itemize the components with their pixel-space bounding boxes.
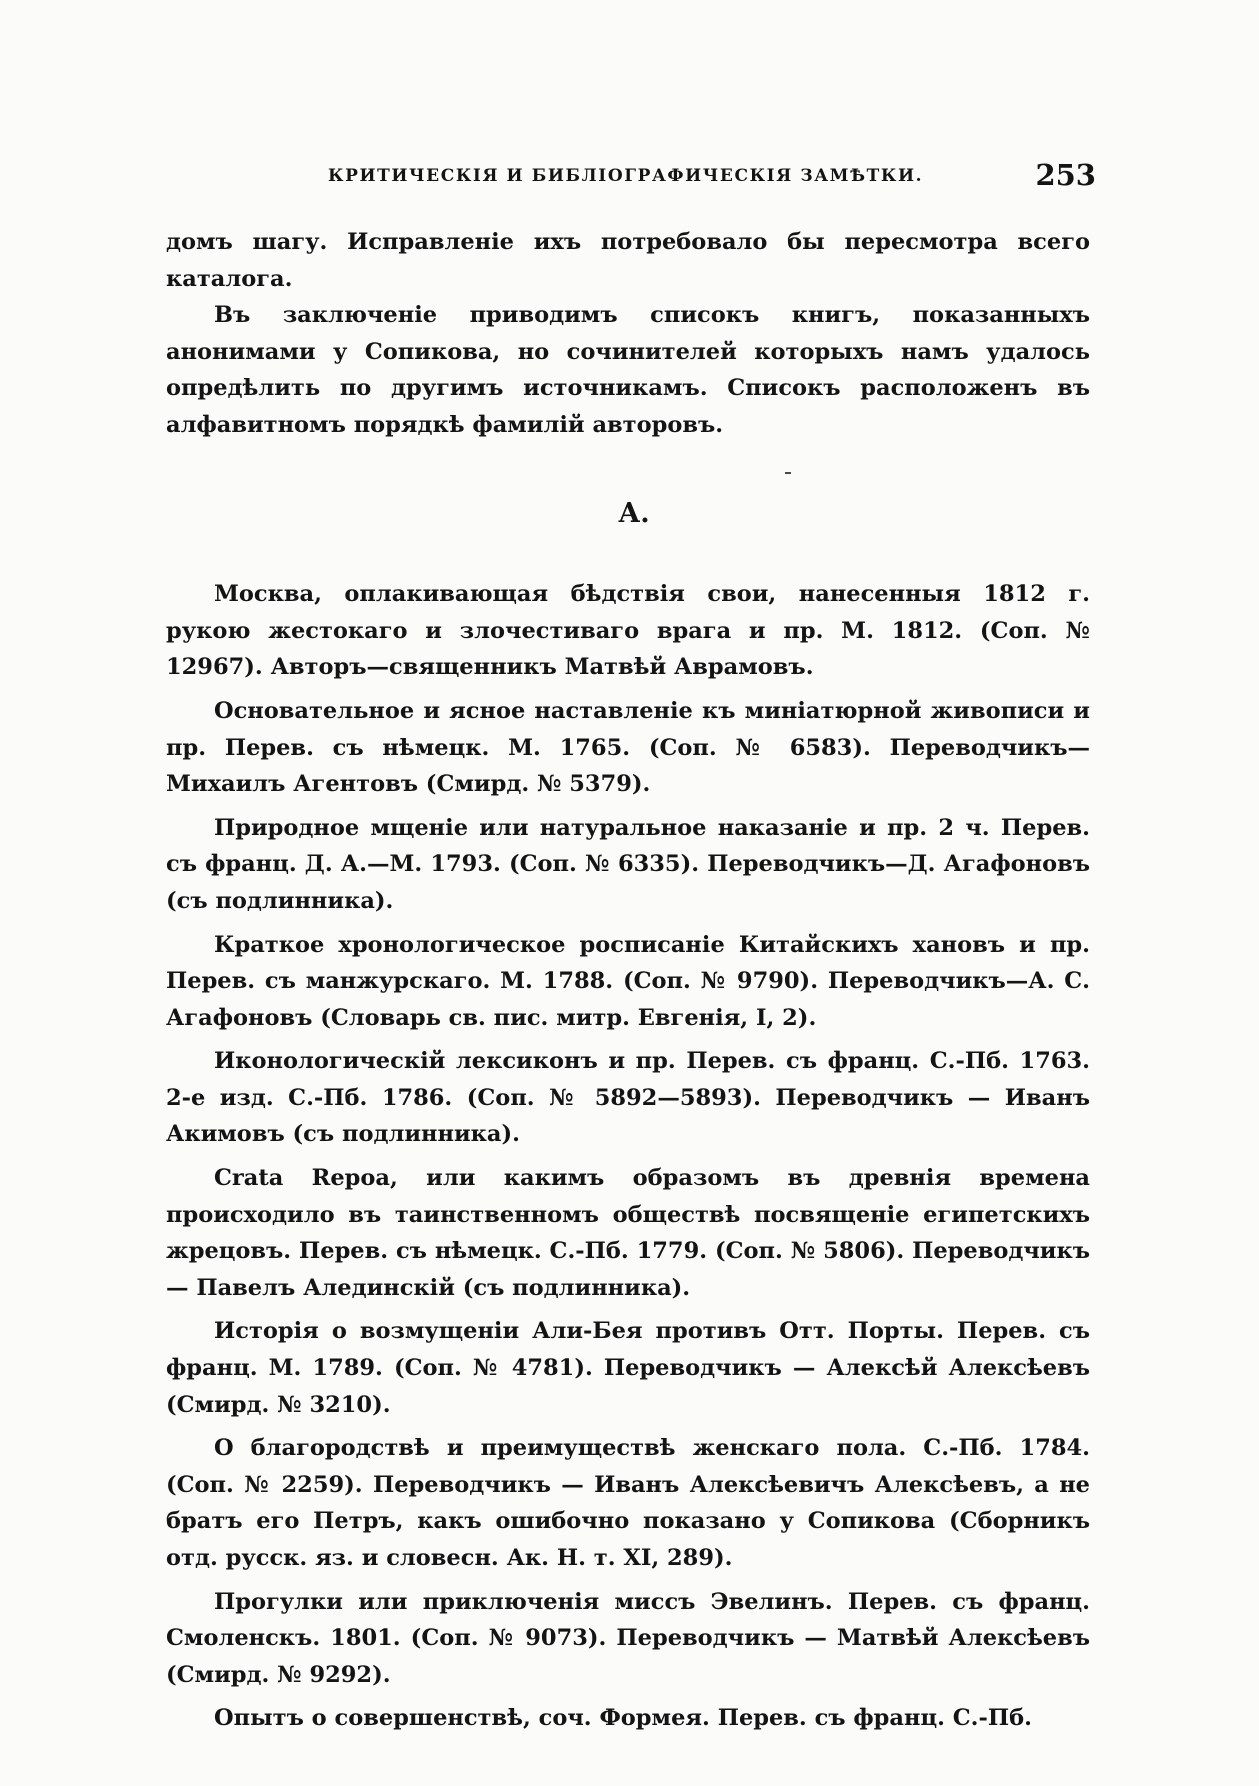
bibliography-entry: Crata Repoa, или какимъ образомъ въ древнія времена происходило въ таинственномъ обществѣ посвященіе египетскихъ жрецовъ. Перев. съ нѣмецк. С.-Пб. 1779. (Соп. № 5806). Переводчикъ — Павелъ Алединскій (съ подлинника). [166,1165,1090,1301]
bibliography-entry: Основательное и ясное наставленіе къ миніатюрной живописи и пр. Перев. съ нѣмецк. М. 1765. (Соп. № 6583). Переводчикъ—Михаилъ Агентовъ (Смирд. № 5379). [166,697,1090,798]
body-text [166,224,1090,1744]
running-title: КРИТИЧЕСКІЯ И БИБЛІОГРАФИЧЕСКІЯ ЗАМѢТКИ. [328,166,924,186]
bibliography-entry: О благородствѣ и преимуществѣ женскаго пола. С.-Пб. 1784. (Соп. № 2259). Переводчикъ — Иванъ Алексѣевичъ Алексѣевъ, а не братъ его Петръ, какъ ошибочно показано у Сопикова (Сборникъ отд. русск. яз. и словесн. Ак. Н. т. XI, 289). [166,1435,1090,1571]
bibliography-entry: Прогулки или приключенія миссъ Эвелинъ. Перев. съ франц. Смоленскъ. 1801. (Соп. № 9073). Переводчикъ — Матвѣй Алексѣевъ (Смирд. № 9292). [166,1588,1090,1688]
bibliography-entry: Краткое хронологическое росписаніе Китайскихъ хановъ и пр. Перев. съ манжурскаго. М. 1788. (Соп. № 9790). Переводчикъ—А. С. Агафоновъ (Словарь св. пис. митр. Евгенія, I, 2). [166,931,1090,1031]
section-letter: А. [618,497,650,529]
intro-paragraph: Въ заключеніе приводимъ списокъ книгъ, показанныхъ анонимами у Сопикова, но сочинителей которыхъ намъ удалось опредѣлить по другимъ источникамъ. Списокъ расположенъ въ алфавитномъ порядкѣ фамилій авторовъ. [166,302,1090,438]
entry-list [166,576,1090,1737]
intro-paragraph: домъ шагу. Исправленіе ихъ потребовало бы пересмотра всего каталога. [166,229,1090,292]
bibliography-entry: Исторія о возмущеніи Али-Бея противъ Отт. Порты. Перев. съ франц. М. 1789. (Соп. № 4781). Переводчикъ — Алексѣй Алексѣевъ (Смирд. № 3210). [166,1318,1090,1418]
bibliography-entry: Природное мщеніе или натуральное наказаніе и пр. 2 ч. Перев. съ франц. Д. А.—М. 1793. (Соп. № 6335). Переводчикъ—Д. Агафоновъ (съ подлинника). [166,814,1090,914]
bibliography-entry: Иконологическій лексиконъ и пр. Перев. съ франц. С.-Пб. 1763. 2-е изд. С.-Пб. 1786. (Соп. № 5892—5893). Переводчикъ — Иванъ Акимовъ (съ подлинника). [166,1048,1090,1148]
bibliography-entry: Москва, оплакивающая бѣдствія свои, нанесенныя 1812 г. рукою жестокаго и злочестиваго врага и пр. М. 1812. (Соп. № 12967). Авторъ—священникъ Матвѣй Аврамовъ. [166,581,1090,681]
running-head [148,158,1096,196]
page-number: 253 [1035,158,1096,192]
bibliography-entry: Опытъ о совершенствѣ, соч. Формея. Перев. съ франц. С.-Пб. [214,1705,1032,1732]
